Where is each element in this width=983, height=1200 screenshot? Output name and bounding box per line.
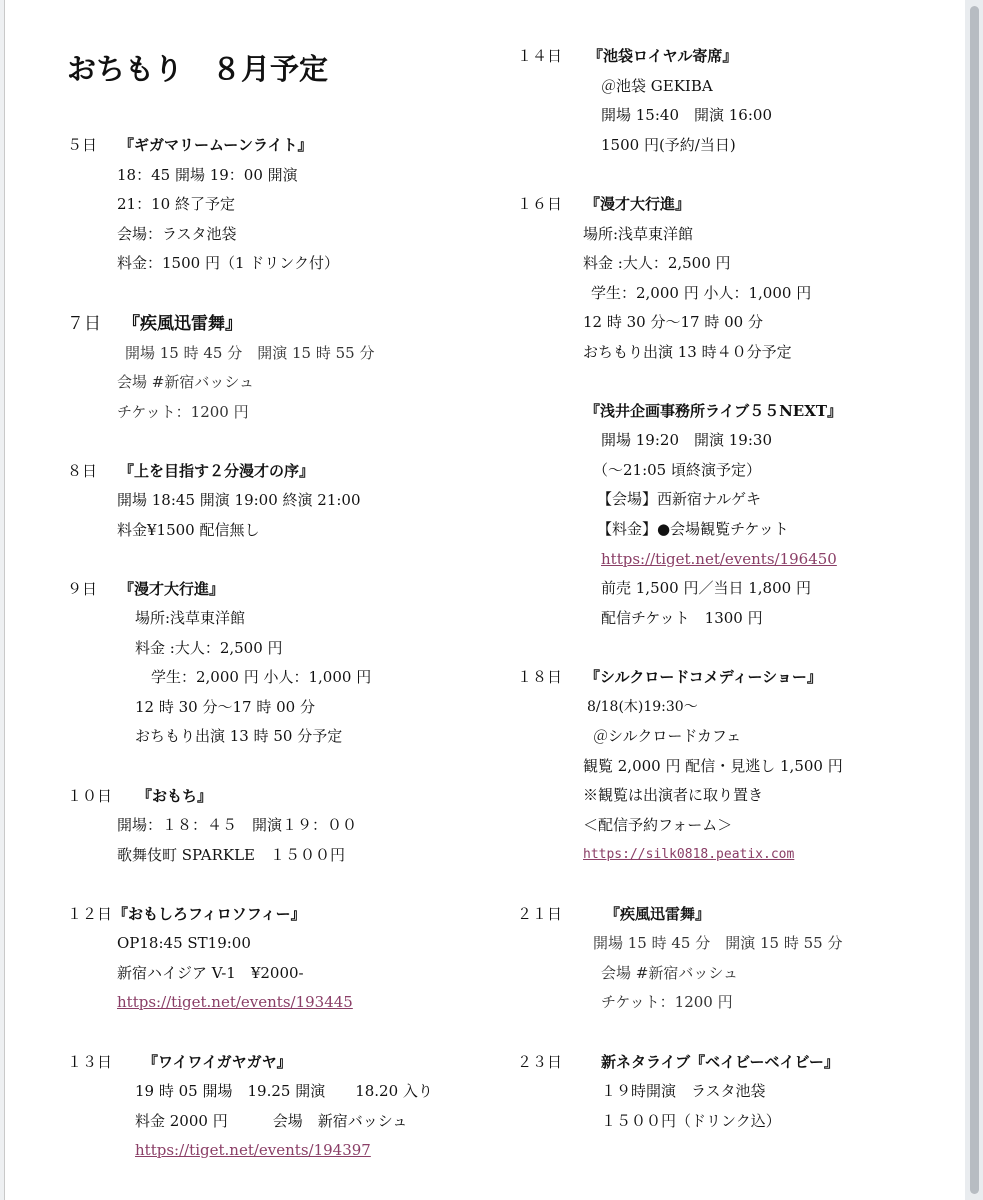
day-label: １８日 — [517, 668, 563, 686]
event-detail: 19 時 05 開場 19.25 開演 18.20 入り — [135, 1082, 433, 1100]
event-detail: 会場 #新宿バッシュ — [601, 964, 739, 982]
day-label: １４日 — [517, 47, 563, 65]
reservation-link[interactable]: https://silk0818.peatix.com — [583, 847, 795, 862]
event-detail: 場所:浅草東洋館 — [583, 225, 694, 243]
event-detail: 会場 #新宿バッシュ — [117, 373, 255, 391]
event-detail: １９時開演 ラスタ池袋 — [601, 1082, 766, 1100]
ticket-link[interactable]: https://tiget.net/events/193445 — [117, 993, 353, 1011]
event-detail: 12 時 30 分〜17 時 00 分 — [135, 698, 315, 716]
day-label: ７日 — [67, 314, 101, 334]
event-title: 『疾風迅雷舞』 — [605, 905, 711, 923]
day-label: １２日 — [67, 905, 113, 923]
event-detail: 新宿ハイジア V-1 ¥2000- — [117, 964, 304, 982]
event-detail: ※観覧は出演者に取り置き — [583, 786, 764, 804]
event-title: 『浅井企画事務所ライブ５５NEXT』 — [585, 402, 843, 420]
event-detail: 開場 18:45 開演 19:00 終演 21:00 — [117, 491, 361, 509]
event-detail: 開場 15:40 開演 16:00 — [601, 106, 772, 124]
day-label: ２１日 — [517, 905, 563, 923]
ticket-link[interactable]: https://tiget.net/events/196450 — [601, 550, 837, 568]
day-label: ８日 — [67, 462, 98, 480]
event-detail: 会場：ラスタ池袋 — [117, 225, 237, 243]
event-title: 『漫才大行進』 — [119, 580, 225, 598]
schedule-page — [4, 0, 966, 1200]
event-detail: 歌舞伎町 SPARKLE １５００円 — [117, 846, 346, 864]
event-detail: 観覧 2,000 円 配信・見逃し 1,500 円 — [583, 757, 843, 775]
vertical-scrollbar[interactable] — [965, 0, 983, 1200]
event-title: 『池袋ロイヤル寄席』 — [588, 47, 738, 65]
event-detail: 開場：１８：４５ 開演１９：００ — [117, 816, 358, 834]
event-detail: 18：45 開場 19：00 開演 — [117, 166, 298, 184]
event-detail: １５００円（ドリンク込） — [601, 1112, 781, 1130]
event-title: 『シルクロードコメディーショー』 — [585, 668, 822, 686]
event-title: 『おもしろフィロソフィー』 — [113, 905, 306, 923]
event-title: 新ネタライブ『ベイビーベイビー』 — [601, 1053, 839, 1071]
event-detail: ＜配信予約フォーム＞ — [583, 816, 733, 834]
event-detail: 料金 :大人：2,500 円 — [583, 254, 731, 272]
ticket-link[interactable]: https://tiget.net/events/194397 — [135, 1141, 371, 1159]
event-detail: 料金：1500 円（1 ドリンク付） — [117, 254, 339, 272]
event-detail: 21：10 終了予定 — [117, 195, 235, 213]
event-detail: おちもり出演 13 時 50 分予定 — [135, 727, 343, 745]
event-detail: チケット：1200 円 — [601, 993, 733, 1011]
day-label: １６日 — [517, 195, 563, 213]
event-title: 『上を目指す２分漫才の序』 — [119, 462, 315, 480]
event-detail: 開場 15 時 45 分 開演 15 時 55 分 — [593, 934, 843, 952]
event-title: 『おもち』 — [137, 787, 213, 805]
event-title: 『漫才大行進』 — [585, 195, 691, 213]
event-detail: 【会場】西新宿ナルゲキ — [597, 490, 761, 508]
event-detail: 料金 :大人：2,500 円 — [135, 639, 283, 657]
event-detail: 【料金】●会場観覧チケット — [597, 520, 789, 538]
event-detail: 前売 1,500 円／当日 1,800 円 — [601, 579, 811, 597]
event-detail: 学生：2,000 円 小人：1,000 円 — [151, 668, 372, 686]
event-title: 『ワイワイガヤガヤ』 — [143, 1053, 292, 1071]
event-detail: 配信チケット 1300 円 — [601, 609, 763, 627]
day-label: １０日 — [67, 787, 113, 805]
event-detail: ＠シルクロードカフェ — [593, 727, 742, 745]
event-detail: チケット：1200 円 — [117, 403, 249, 421]
day-label: １３日 — [67, 1053, 113, 1071]
day-label: ９日 — [67, 580, 98, 598]
event-detail: 場所:浅草東洋館 — [135, 609, 246, 627]
event-detail: 開場 19:20 開演 19:30 — [601, 431, 772, 449]
event-detail: おちもり出演 13 時４０分予定 — [583, 343, 792, 361]
event-detail: OP18:45 ST19:00 — [117, 934, 251, 952]
event-detail: 1500 円(予約/当日) — [601, 136, 736, 154]
event-detail: ＠池袋 GEKIBA — [601, 77, 713, 95]
day-label: ２３日 — [517, 1053, 563, 1071]
event-title: 『ギガマリームーンライト』 — [119, 136, 313, 154]
event-detail: 開場 15 時 45 分 開演 15 時 55 分 — [125, 344, 375, 362]
event-detail: 12 時 30 分〜17 時 00 分 — [583, 313, 763, 331]
event-detail: 料金 2000 円 会場 新宿バッシュ — [135, 1112, 408, 1130]
day-label: ５日 — [67, 136, 98, 154]
event-detail: 学生：2,000 円 小人：1,000 円 — [591, 284, 812, 302]
event-detail: 料金¥1500 配信無し — [117, 521, 260, 539]
page-title: おちもり ８月予定 — [67, 52, 329, 86]
event-detail: （〜21:05 頃終演予定） — [593, 461, 761, 479]
event-detail: 8/18(木)19:30〜 — [587, 699, 698, 715]
event-title: 『疾風迅雷舞』 — [123, 314, 242, 334]
scrollbar-thumb[interactable] — [970, 6, 979, 1194]
